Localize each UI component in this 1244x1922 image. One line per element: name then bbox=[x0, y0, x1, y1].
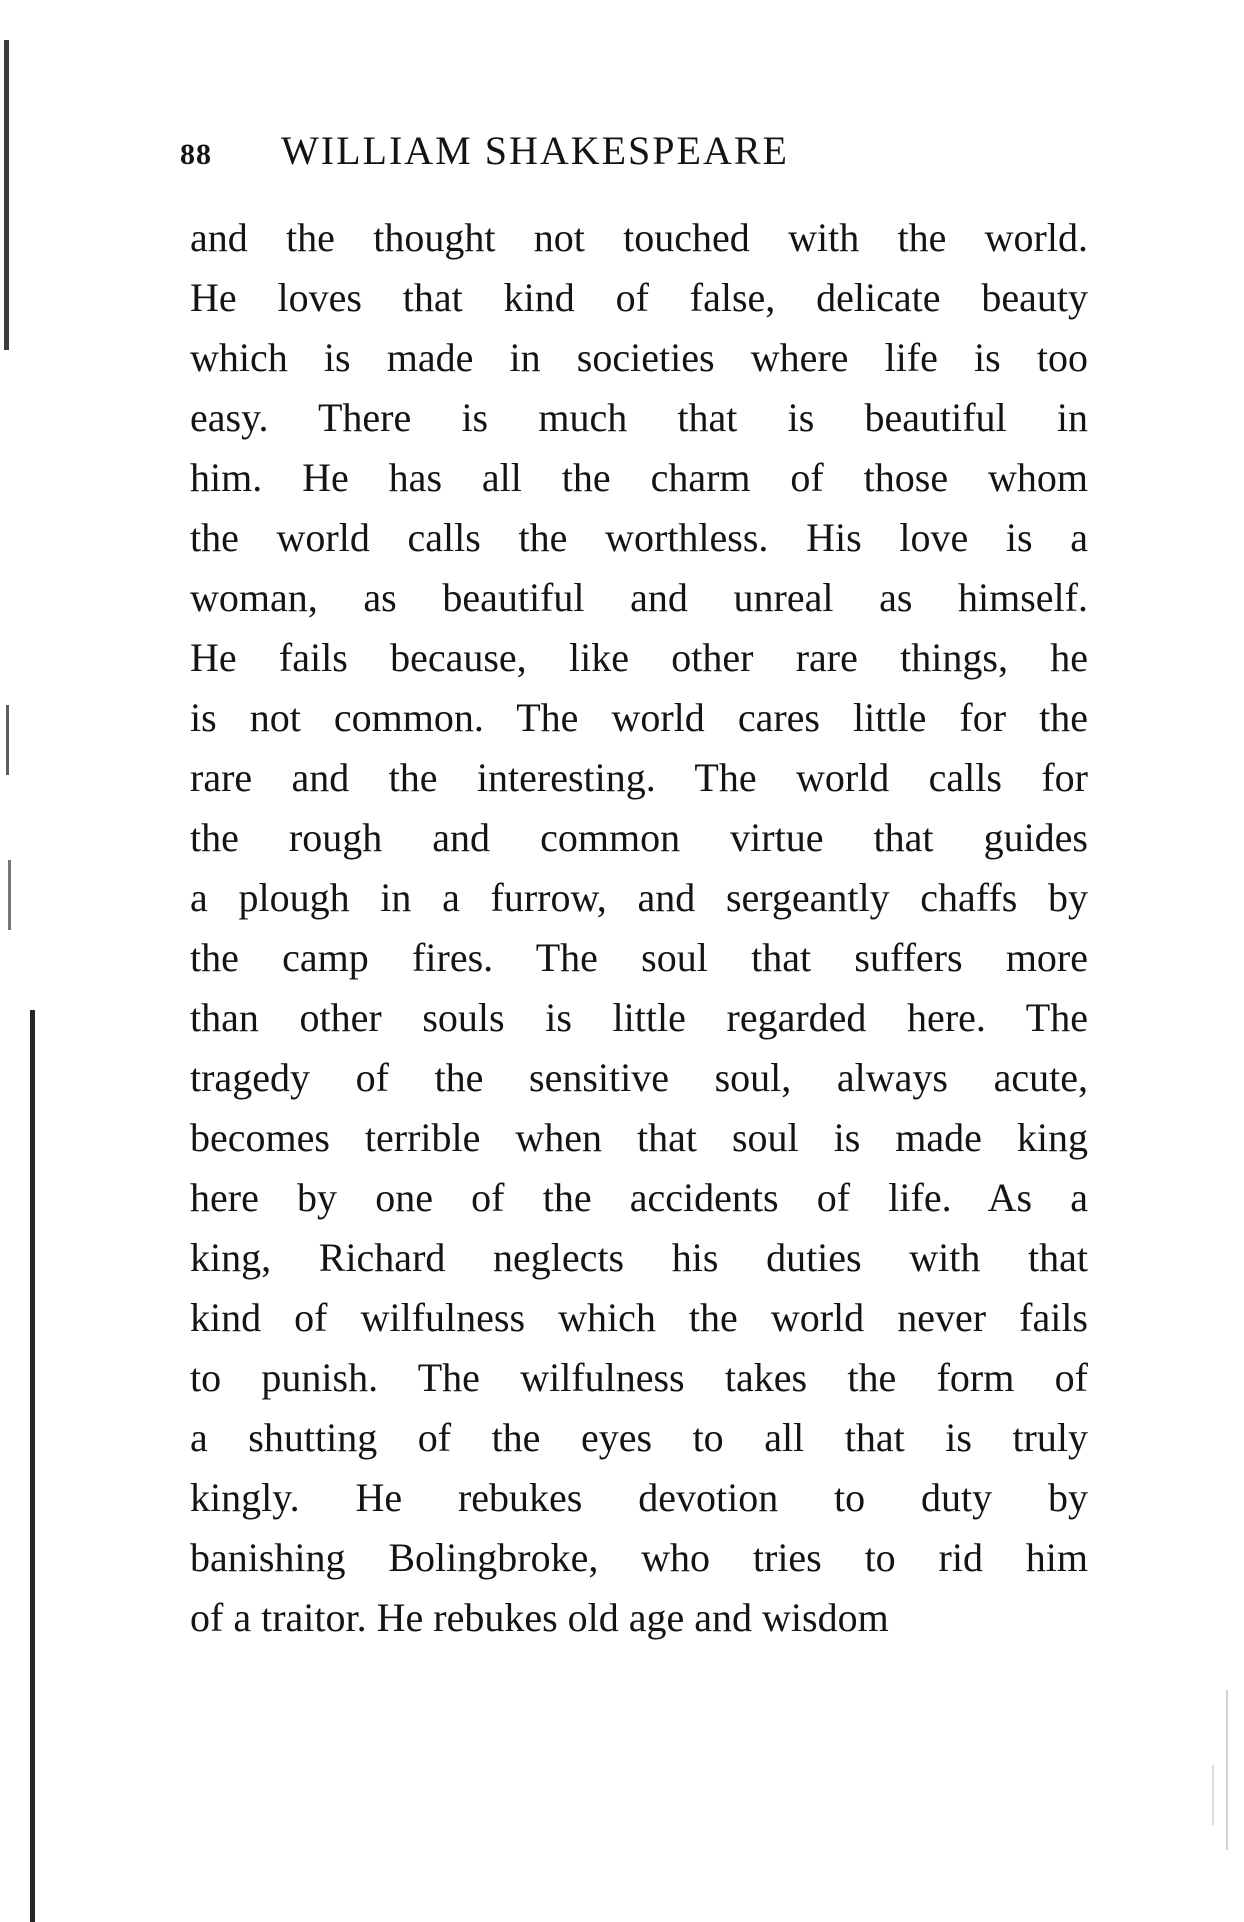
scan-speck bbox=[1212, 1765, 1214, 1825]
scan-speck bbox=[1226, 1690, 1228, 1850]
text-line: him. He has all the charm of those whom bbox=[190, 455, 1088, 500]
text-line: a plough in a furrow, and sergeantly chaffs by bbox=[190, 875, 1088, 920]
text-line: kingly. He rebukes devotion to duty by bbox=[190, 1475, 1088, 1520]
binding-shadow bbox=[6, 705, 9, 775]
text-line: to punish. The wilfulness takes the form of bbox=[190, 1355, 1088, 1400]
text-line: kind of wilfulness which the world never fails bbox=[190, 1295, 1088, 1340]
text-line: banishing Bolingbroke, who tries to rid him bbox=[190, 1535, 1088, 1580]
binding-shadow bbox=[8, 860, 11, 930]
text-line: a shutting of the eyes to all that is truly bbox=[190, 1415, 1088, 1460]
text-line: woman, as beautiful and unreal as himself. bbox=[190, 575, 1088, 620]
text-line: becomes terrible when that soul is made king bbox=[190, 1115, 1088, 1160]
running-head bbox=[180, 126, 940, 176]
text-line: of a traitor. He rebukes old age and wisdom bbox=[190, 1595, 889, 1640]
text-line: the world calls the worthless. His love is a bbox=[190, 515, 1088, 560]
text-line: which is made in societies where life is too bbox=[190, 335, 1088, 380]
text-line: He fails because, like other rare things, he bbox=[190, 635, 1088, 680]
text-line: than other souls is little regarded here. The bbox=[190, 995, 1088, 1040]
binding-shadow bbox=[30, 1010, 35, 1922]
text-line: and the thought not touched with the world. bbox=[190, 215, 1088, 260]
text-line: the camp fires. The soul that suffers more bbox=[190, 935, 1088, 980]
text-line: here by one of the accidents of life. As a bbox=[190, 1175, 1088, 1220]
text-line: He loves that kind of false, delicate beauty bbox=[190, 275, 1088, 320]
text-line: tragedy of the sensitive soul, always acute, bbox=[190, 1055, 1088, 1100]
text-line: easy. There is much that is beautiful in bbox=[190, 395, 1088, 440]
binding-shadow bbox=[4, 40, 9, 350]
text-line: is not common. The world cares little for the bbox=[190, 695, 1088, 740]
text-line: the rough and common virtue that guides bbox=[190, 815, 1088, 860]
page-number: 88 bbox=[180, 138, 212, 171]
running-title: WILLIAM SHAKESPEARE bbox=[281, 128, 789, 173]
text-line: king, Richard neglects his duties with that bbox=[190, 1235, 1088, 1280]
text-line: rare and the interesting. The world calls for bbox=[190, 755, 1088, 800]
body-text bbox=[190, 208, 1088, 1648]
